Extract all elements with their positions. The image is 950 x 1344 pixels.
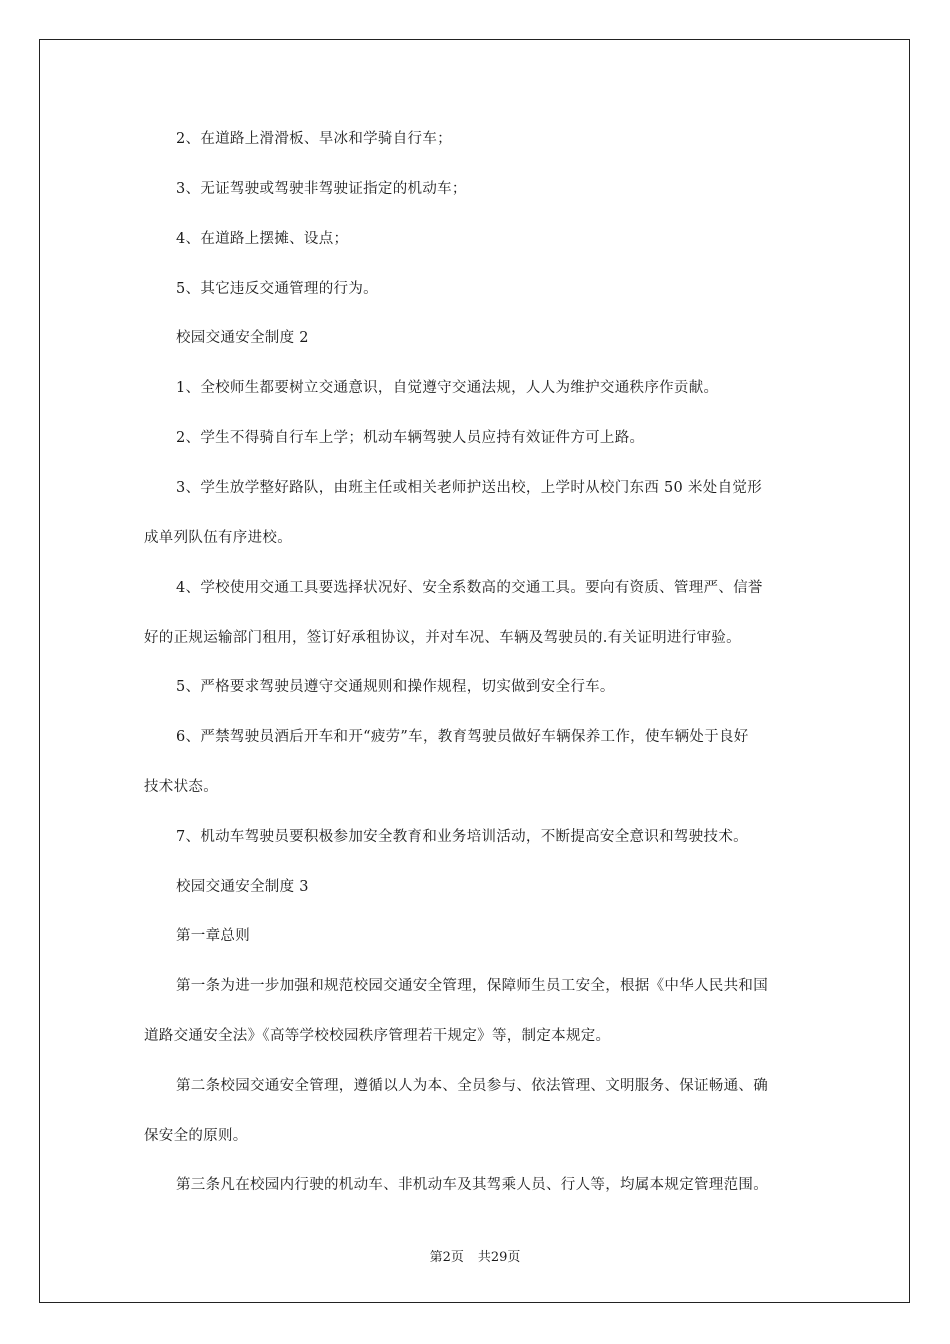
- list-item: 3、无证驾驶或驾驶非驾驶证指定的机动车；: [176, 181, 467, 197]
- list-item-continuation: 成单列队伍有序进校。: [144, 530, 292, 546]
- article-paragraph-continuation: 道路交通安全法》《高等学校校园秩序管理若干规定》等，制定本规定。: [144, 1028, 611, 1044]
- list-item: 2、在道路上滑滑板、旱冰和学骑自行车；: [176, 131, 452, 147]
- list-item: 5、严格要求驾驶员遵守交通规则和操作规程，切实做到安全行车。: [176, 679, 615, 695]
- article-paragraph: 第三条凡在校园内行驶的机动车、非机动车及其驾乘人员、行人等，均属本规定管理范围。: [176, 1177, 768, 1193]
- article-paragraph: 第二条校园交通安全管理，遵循以人为本、全员参与、依法管理、文明服务、保证畅通、确: [176, 1078, 768, 1094]
- list-item: 4、在道路上摆摊、设点；: [176, 231, 349, 247]
- page-footer: [0, 1249, 950, 1267]
- list-item: 3、学生放学整好路队，由班主任或相关老师护送出校，上学时从校门东西 50 米处自觉形: [176, 480, 762, 496]
- list-item-continuation: 好的正规运输部门租用，签订好承租协议，并对车况、车辆及驾驶员的.有关证明进行审验。: [144, 630, 741, 646]
- article-paragraph: 第一条为进一步加强和规范校园交通安全管理，保障师生员工安全，根据《中华人民共和国: [176, 978, 768, 994]
- chapter-heading: 第一章总则: [176, 928, 250, 944]
- list-item: 6、严禁驾驶员酒后开车和开“疲劳”车，教育驾驶员做好车辆保养工作，使车辆处于良好: [176, 729, 749, 745]
- list-item: 2、学生不得骑自行车上学；机动车辆驾驶人员应持有效证件方可上路。: [176, 430, 645, 446]
- list-item: 4、学校使用交通工具要选择状况好、安全系数高的交通工具。要向有资质、管理严、信誉: [176, 580, 763, 596]
- page-border: [39, 39, 910, 1303]
- list-item-continuation: 技术状态。: [144, 779, 218, 795]
- list-item: 7、机动车驾驶员要积极参加安全教育和业务培训活动，不断提高安全意识和驾驶技术。: [176, 829, 748, 845]
- page-total: 共29页: [477, 1250, 521, 1265]
- article-paragraph-continuation: 保安全的原则。: [144, 1128, 248, 1144]
- section-heading: 校园交通安全制度 2: [176, 330, 309, 346]
- list-item: 1、全校师生都要树立交通意识，自觉遵守交通法规，人人为维护交通秩序作贡献。: [176, 380, 719, 396]
- section-heading: 校园交通安全制度 3: [176, 879, 309, 895]
- list-item: 5、其它违反交通管理的行为。: [176, 281, 378, 297]
- page-number: 第2页: [429, 1250, 464, 1265]
